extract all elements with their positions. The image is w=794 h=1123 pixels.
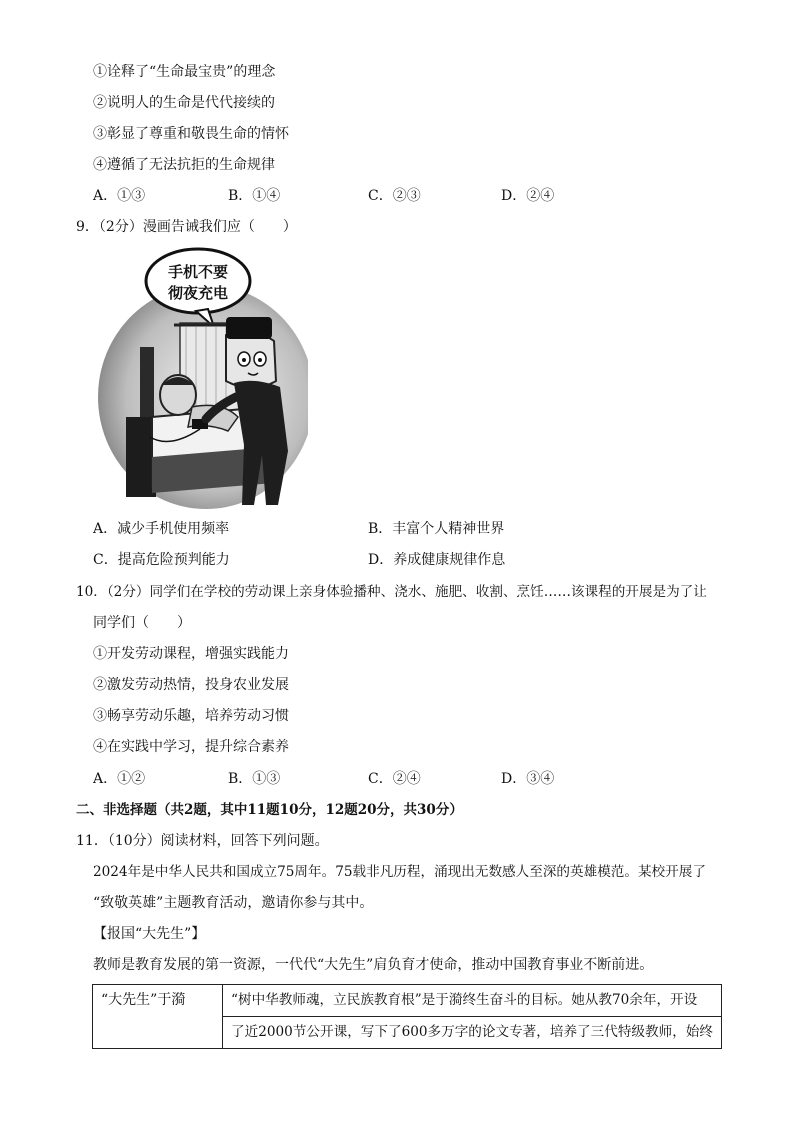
q10-option-b: B．①③ — [228, 771, 281, 787]
section-2-heading: 二、非选择题（共2题，其中11题10分，12题20分，共30分） — [76, 802, 463, 818]
q8-option-d: D．②④ — [501, 188, 555, 204]
q11-stem: 11．（10分）阅读材料，回答下列问题。 — [76, 833, 329, 849]
table-row — [93, 985, 722, 1017]
q11-paragraph-2: 教师是教育发展的第一资源，一代代“大先生”肩负育才使命，推动中国教育事业不断前进。 — [93, 957, 654, 973]
q11-section-heading: 【报国“大先生”】 — [93, 926, 206, 942]
table-cell-text-line-1: “树中华教师魂，立民族教育根”是于漪终生奋斗的目标。她从教70余年，开设 — [223, 985, 722, 1017]
q8-item-3: ③彰显了尊重和敬畏生命的情怀 — [93, 126, 289, 142]
q11-paragraph-1-line-1: 2024年是中华人民共和国成立75周年。75载非凡历程，涌现出无数感人至深的英雄模范。某校开展了 — [93, 864, 706, 880]
q10-option-d: D．③④ — [501, 771, 555, 787]
q8-option-a: A．①③ — [93, 188, 146, 204]
q8-item-4: ④遵循了无法抗拒的生命规律 — [93, 157, 275, 173]
cartoon-illustration — [96, 247, 308, 509]
q9-option-a: A．减少手机使用频率 — [93, 521, 230, 537]
material-table — [92, 984, 722, 1049]
q10-item-3: ③畅享劳动乐趣，培养劳动习惯 — [93, 708, 289, 724]
q10-option-c: C．②④ — [368, 771, 421, 787]
q9-option-b: B．丰富个人精神世界 — [368, 521, 505, 537]
q9-option-d: D．养成健康规律作息 — [368, 552, 506, 568]
q11-paragraph-1-line-2: “致敬英雄”主题教育活动，邀请你参与其中。 — [93, 895, 374, 911]
q10-item-2: ②激发劳动热情，投身农业发展 — [93, 677, 289, 693]
q8-item-2: ②说明人的生命是代代接续的 — [93, 95, 275, 111]
q9-option-c: C．提高危险预判能力 — [93, 552, 230, 568]
q10-option-a: A．①② — [93, 771, 146, 787]
q9-stem: 9．（2分）漫画告诫我们应（ ） — [76, 219, 297, 235]
q10-item-4: ④在实践中学习，提升综合素养 — [93, 739, 289, 755]
q10-stem-line-1: 10．（2分）同学们在学校的劳动课上亲身体验播种、浇水、施肥、收割、烹饪……该课程的开展是为了让 — [76, 584, 707, 600]
table-cell-name: “大先生”于漪 — [93, 985, 223, 1049]
q10-stem-line-2: 同学们（ ） — [93, 615, 191, 631]
q8-item-1: ①诠释了“生命最宝贵”的理念 — [93, 64, 276, 80]
q8-option-b: B．①④ — [228, 188, 281, 204]
bubble-line-1: 手机不要 — [167, 263, 229, 281]
bubble-line-2: 彻夜充电 — [167, 284, 229, 302]
table-cell-text-line-2: 了近2000节公开课，写下了600多万字的论文专著，培养了三代特级教师，始终 — [223, 1017, 722, 1049]
q10-item-1: ①开发劳动课程，增强实践能力 — [93, 646, 289, 662]
q8-option-c: C．②③ — [368, 188, 421, 204]
